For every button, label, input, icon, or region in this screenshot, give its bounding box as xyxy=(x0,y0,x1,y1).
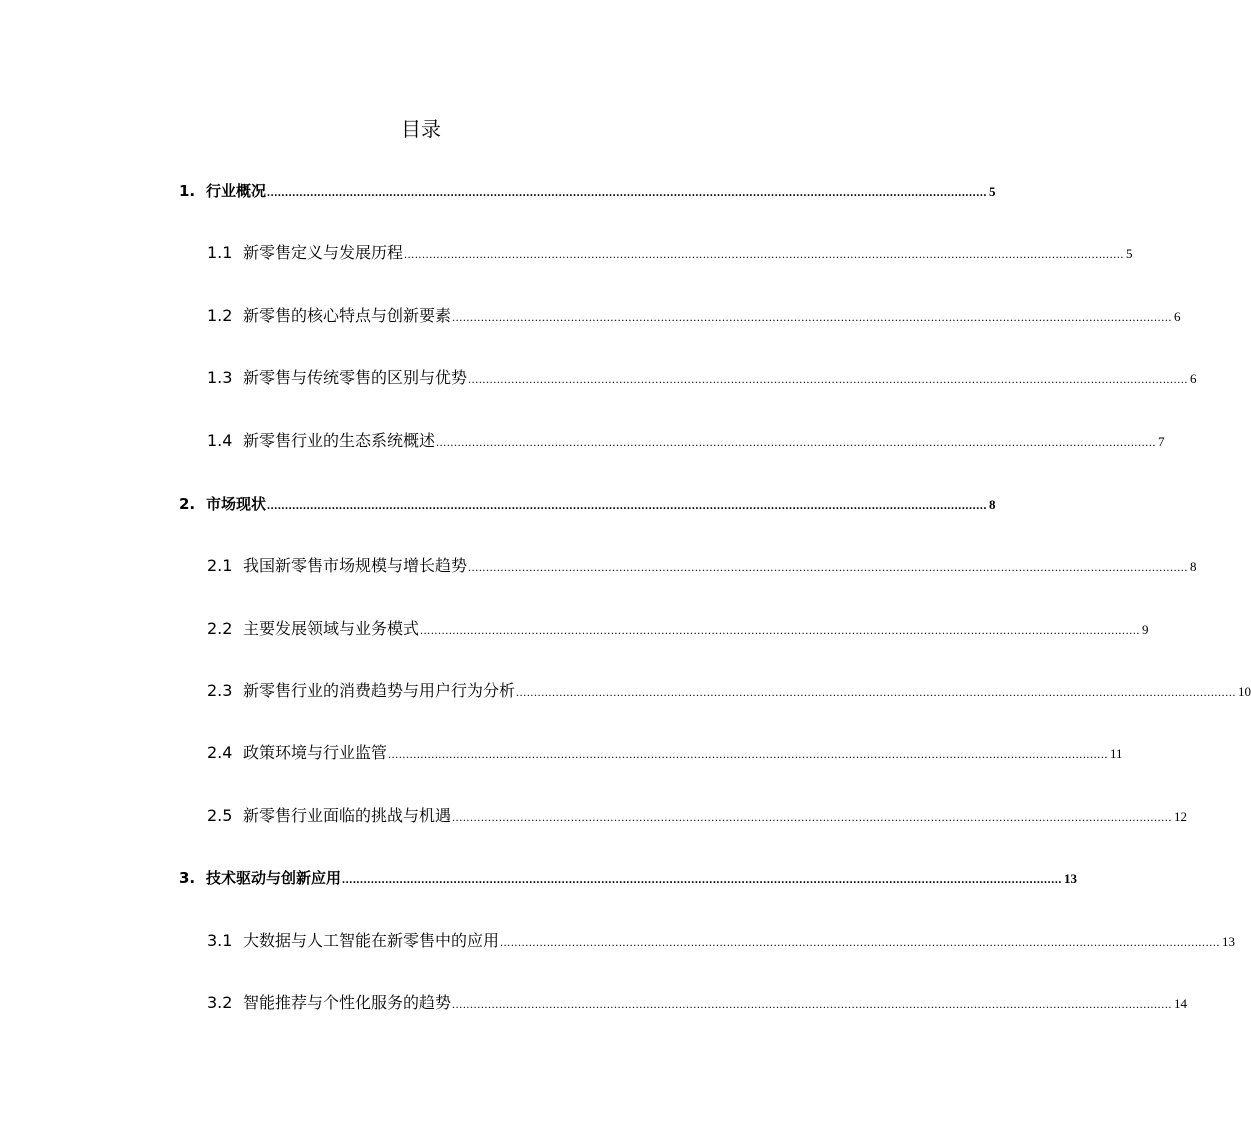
toc-leader-dots: ........................................................................................................................................................................................................ xyxy=(267,185,988,199)
toc-entry-2[interactable] xyxy=(179,493,996,515)
toc-entry-number: 2.2 xyxy=(207,619,233,638)
toc-entry-title: 市场现状 xyxy=(206,495,267,513)
toc-entry-number: 1.2 xyxy=(207,306,233,325)
toc-entry-1-1[interactable] xyxy=(207,242,1133,264)
toc-entry-number: 1.4 xyxy=(207,431,233,450)
toc-entry-page: 6 xyxy=(1190,371,1197,386)
toc-leader-dots: ........................................................................................................................................................................................................ xyxy=(342,872,1063,886)
toc-entry-page: 10 xyxy=(1238,684,1251,699)
toc-entry-1-4[interactable] xyxy=(207,430,1165,452)
toc-entry-number: 2. xyxy=(179,495,196,513)
toc-entry-page: 13 xyxy=(1064,871,1078,886)
toc-entry-number: 1.1 xyxy=(207,243,233,262)
toc-entry-title: 新零售行业的生态系统概述 xyxy=(243,431,436,450)
toc-entry-1[interactable] xyxy=(179,180,996,202)
toc-entry-page: 12 xyxy=(1174,809,1188,824)
toc-entry-page: 13 xyxy=(1222,934,1236,949)
toc-entry-page: 5 xyxy=(989,184,996,199)
toc-entry-title: 新零售行业面临的挑战与机遇 xyxy=(243,806,452,825)
toc-entry-page: 11 xyxy=(1110,746,1123,761)
toc-entry-number: 3.2 xyxy=(207,993,233,1012)
toc-entry-number: 2.4 xyxy=(207,743,233,762)
toc-entry-title: 新零售定义与发展历程 xyxy=(243,243,404,262)
toc-entry-3-2[interactable] xyxy=(207,992,1188,1014)
toc-leader-dots: ........................................................................................................................................................................................................ xyxy=(468,372,1189,386)
toc-entry-title: 技术驱动与创新应用 xyxy=(206,869,342,887)
toc-leader-dots: ........................................................................................................................................................................................................ xyxy=(267,498,988,512)
toc-entry-3[interactable] xyxy=(179,867,1078,889)
toc-leader-dots: ........................................................................................................................................................................................................ xyxy=(404,247,1125,261)
toc-entry-number: 2.3 xyxy=(207,681,233,700)
toc-entry-page: 7 xyxy=(1158,434,1165,449)
toc-entry-page: 14 xyxy=(1174,996,1188,1011)
toc-entry-title: 行业概况 xyxy=(206,182,267,200)
toc-entry-2-3[interactable] xyxy=(207,680,1251,702)
toc-leader-dots: ........................................................................................................................................................................................................ xyxy=(452,997,1173,1011)
toc-entry-number: 3.1 xyxy=(207,931,233,950)
toc-entry-1-3[interactable] xyxy=(207,367,1197,389)
toc-entry-page: 8 xyxy=(989,497,996,512)
toc-entry-2-4[interactable] xyxy=(207,742,1123,764)
toc-entry-title: 新零售行业的消费趋势与用户行为分析 xyxy=(243,681,516,700)
toc-entry-page: 9 xyxy=(1142,622,1149,637)
toc-entry-3-1[interactable] xyxy=(207,930,1236,952)
toc-entry-1-2[interactable] xyxy=(207,305,1181,327)
toc-entry-number: 2.1 xyxy=(207,556,233,575)
toc-entry-page: 6 xyxy=(1174,309,1181,324)
toc-entry-title: 智能推荐与个性化服务的趋势 xyxy=(243,993,452,1012)
toc-entry-title: 主要发展领域与业务模式 xyxy=(243,619,420,638)
toc-entry-title: 我国新零售市场规模与增长趋势 xyxy=(243,556,468,575)
toc-entry-title: 政策环境与行业监管 xyxy=(243,743,388,762)
toc-leader-dots: ........................................................................................................................................................................................................ xyxy=(420,623,1141,637)
toc-entry-title: 新零售的核心特点与创新要素 xyxy=(243,306,452,325)
toc-leader-dots: ........................................................................................................................................................................................................ xyxy=(468,560,1189,574)
toc-leader-dots: ........................................................................................................................................................................................................ xyxy=(436,435,1157,449)
toc-entry-2-2[interactable] xyxy=(207,618,1149,640)
toc-entry-page: 5 xyxy=(1126,246,1133,261)
toc-entry-page: 8 xyxy=(1190,559,1197,574)
toc-leader-dots: ........................................................................................................................................................................................................ xyxy=(516,685,1237,699)
toc-leader-dots: ........................................................................................................................................................................................................ xyxy=(388,747,1109,761)
toc-entry-title: 大数据与人工智能在新零售中的应用 xyxy=(243,931,500,950)
toc-leader-dots: ........................................................................................................................................................................................................ xyxy=(452,810,1173,824)
toc-entry-number: 1. xyxy=(179,182,196,200)
toc-entry-2-1[interactable] xyxy=(207,555,1197,577)
toc-entry-number: 2.5 xyxy=(207,806,233,825)
toc-entry-title: 新零售与传统零售的区别与优势 xyxy=(243,368,468,387)
toc-entry-number: 1.3 xyxy=(207,368,233,387)
toc-entry-2-5[interactable] xyxy=(207,805,1188,827)
toc-leader-dots: ........................................................................................................................................................................................................ xyxy=(500,935,1221,949)
page-title: 目录 xyxy=(401,117,441,141)
toc-leader-dots: ........................................................................................................................................................................................................ xyxy=(452,310,1173,324)
toc-entry-number: 3. xyxy=(179,869,196,887)
